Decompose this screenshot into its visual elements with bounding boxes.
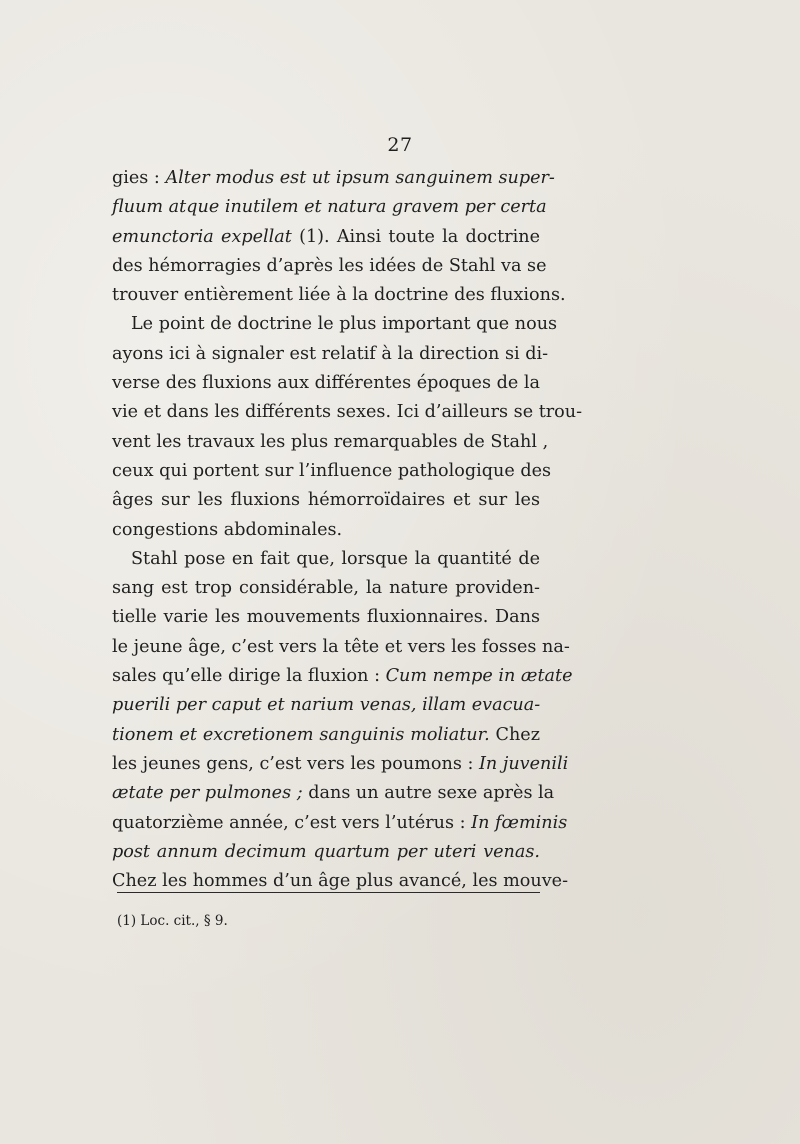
text-span: (1). Ainsi toute la doctrine <box>291 226 540 247</box>
text-line <box>112 809 568 838</box>
text-line <box>112 457 552 486</box>
latin-quote: In fœminis <box>471 812 568 833</box>
text-span: vie et dans les différents sexes. Ici d’ailleurs se trou- <box>112 402 583 423</box>
latin-quote: ætate per pulmones ; <box>112 783 303 804</box>
latin-quote: fluum atque inutilem et natura gravem per certa <box>112 197 547 218</box>
latin-quote: Alter modus est ut ipsum sanguinem super- <box>165 168 555 188</box>
text-line <box>112 750 569 779</box>
page-number: 27 <box>387 134 413 156</box>
text-line <box>112 691 540 720</box>
footnote-divider <box>117 892 540 893</box>
text-span: des hémorragies d’après les idées de Stahl va se <box>112 255 547 276</box>
text-line <box>112 310 558 339</box>
text-span: le jeune âge, c’est vers la tête et vers les fosses na- <box>112 636 570 657</box>
text-span: ayons ici à signaler est relatif à la direction si di- <box>112 343 549 364</box>
text-span: ceux qui portent sur l’influence pathologique des <box>112 460 552 481</box>
text-span: quatorzième année, c’est vers l’utérus : <box>112 812 472 833</box>
text-line <box>112 486 540 515</box>
text-line <box>112 603 540 632</box>
latin-quote: In juvenili <box>478 753 569 774</box>
text-span: tielle varie les mouvements fluxionnaires. Dans <box>112 607 540 628</box>
text-line <box>112 252 547 281</box>
text-line <box>112 721 540 750</box>
latin-quote: puerili per caput et narium venas, illam evacua- <box>112 695 541 716</box>
text-span: vent les travaux les plus remarquables de Stahl , <box>112 431 549 452</box>
text-span: dans un autre sexe après la <box>302 783 555 804</box>
latin-quote: post annum decimum quartum per uteri venas. <box>112 841 540 862</box>
text-span: verse des fluxions aux différentes époques de la <box>112 373 540 394</box>
latin-quote: Cum nempe in ætate <box>385 666 573 687</box>
text-line <box>112 516 540 545</box>
text-span: congestions abdominales. <box>112 519 343 540</box>
text-line <box>112 428 549 457</box>
text-span: sang est trop considérable, la nature providen- <box>112 578 540 599</box>
latin-quote: tionem et excretionem sanguinis moliatur. <box>112 724 490 745</box>
text-line <box>112 164 555 193</box>
text-line <box>112 340 549 369</box>
text-line <box>112 281 566 310</box>
text-line <box>112 398 583 427</box>
text-line <box>112 223 540 252</box>
text-span: gies : <box>112 168 166 188</box>
text-span: Stahl pose en fait que, lorsque la quantité de <box>131 548 540 569</box>
text-span: âges sur les fluxions hémorroïdaires et sur les <box>112 490 540 511</box>
text-span: les jeunes gens, c’est vers les poumons : <box>112 753 479 774</box>
text-span: Le point de doctrine le plus important que nous <box>131 314 558 335</box>
text-span: Chez les hommes d’un âge plus avancé, les mouve- <box>112 871 569 892</box>
text-line <box>112 662 573 691</box>
text-span: sales qu’elle dirige la fluxion : <box>112 666 386 687</box>
body-text <box>112 164 583 896</box>
text-line <box>112 574 540 603</box>
text-line <box>112 193 547 222</box>
footnote: (1) Loc. cit., § 9. <box>117 913 228 929</box>
text-line <box>112 838 540 867</box>
text-line <box>112 779 555 808</box>
text-line <box>112 633 570 662</box>
text-line <box>112 369 540 398</box>
text-span: Chez <box>489 724 540 745</box>
text-line <box>112 545 540 574</box>
latin-quote: emunctoria expellat <box>112 226 292 247</box>
text-span: trouver entièrement liée à la doctrine des fluxions. <box>112 285 566 306</box>
